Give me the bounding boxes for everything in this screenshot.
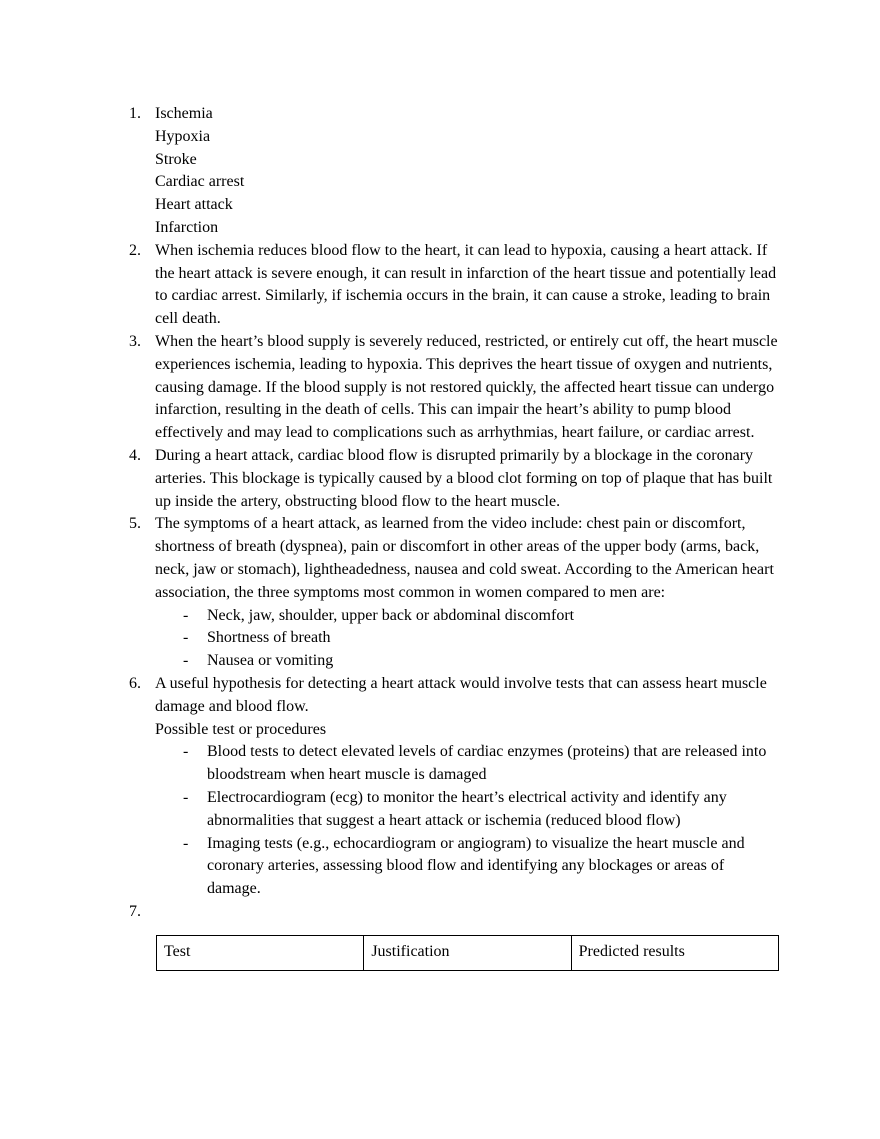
bullet-item xyxy=(155,741,779,787)
item-number: 2. xyxy=(129,241,141,259)
term: Heart attack xyxy=(155,196,233,214)
bullet-item xyxy=(155,833,779,901)
test-table xyxy=(156,935,779,971)
list-item-3 xyxy=(129,331,779,445)
bullet-text: Nausea or vomiting xyxy=(207,652,334,670)
list-item-1 xyxy=(129,103,779,240)
dash-marker: - xyxy=(183,652,189,670)
paragraph: During a heart attack, cardiac blood flow is disrupted primarily by a blockage in the coronary arteries. This blockage is typically caused by a blood clot forming on top of plaque that has built up inside the artery, obstructing blood flow to the heart muscle. xyxy=(155,446,773,510)
list-item-7 xyxy=(129,901,779,924)
bullet-item xyxy=(155,627,779,650)
document-body xyxy=(129,103,779,971)
paragraph: A useful hypothesis for detecting a heart attack would involve tests that can assess heart muscle damage and blood flow. xyxy=(155,674,767,715)
bullet-item xyxy=(155,605,779,628)
item-number: 7. xyxy=(129,902,141,920)
term: Stroke xyxy=(155,150,197,168)
bullet-text: Electrocardiogram (ecg) to monitor the heart’s electrical activity and identify any abnormalities that suggest a heart attack or ischemia (reduced blood flow) xyxy=(207,788,727,829)
dash-marker: - xyxy=(183,629,189,647)
list-item-5 xyxy=(129,513,779,673)
item-number: 4. xyxy=(129,446,141,464)
list-item-2 xyxy=(129,240,779,331)
bullet-item xyxy=(155,787,779,833)
dash-marker: - xyxy=(183,606,189,624)
dash-marker: - xyxy=(183,743,189,761)
bullet-text: Imaging tests (e.g., echocardiogram or angiogram) to visualize the heart muscle and coronary arteries, assessing blood flow and identifying any blockages or areas of damage. xyxy=(207,834,745,898)
term: Cardiac arrest xyxy=(155,173,245,191)
header-test: Test xyxy=(157,935,364,970)
paragraph: The symptoms of a heart attack, as learned from the video include: chest pain or discomfort, shortness of breath (dyspnea), pain or discomfort in other areas of the upper body (arms, back, neck, jaw or stomach), lightheadedness, nausea and cold sweat. According to the American heart association, the three symptoms most common in women compared to men are: xyxy=(155,515,774,601)
dash-marker: - xyxy=(183,834,189,852)
bullet-text: Blood tests to detect elevated levels of cardiac enzymes (proteins) that are released into bloodstream when heart muscle is damaged xyxy=(207,743,767,784)
table-header-row xyxy=(157,935,779,970)
dash-marker: - xyxy=(183,788,189,806)
symptom-list xyxy=(155,605,779,673)
item-number: 1. xyxy=(129,105,141,122)
bullet-text: Shortness of breath xyxy=(207,629,331,647)
term: Infarction xyxy=(155,218,219,236)
term: Hypoxia xyxy=(155,127,211,145)
header-justification: Justification xyxy=(364,935,571,970)
paragraph: When the heart’s blood supply is severely reduced, restricted, or entirely cut off, the heart muscle experiences ischemia, leading to hypoxia. This deprives the heart tissue of oxygen and nutrients, causing damage. If the blood supply is not restored quickly, the affected heart tissue can undergo infarction, resulting in the death of cells. This can impair the heart’s ability to pump blood effectively and may lead to complications such as arrhythmias, heart failure, or cardiac arrest. xyxy=(155,332,778,442)
list-item-4 xyxy=(129,445,779,513)
bullet-text: Neck, jaw, shoulder, upper back or abdominal discomfort xyxy=(207,606,575,624)
paragraph: When ischemia reduces blood flow to the heart, it can lead to hypoxia, causing a heart attack. If the heart attack is severe enough, it can result in infarction of the heart tissue and potentially lead to cardiac arrest. Similarly, if ischemia occurs in the brain, it can cause a stroke, leading to brain cell death. xyxy=(155,241,777,328)
subheading: Possible test or procedures xyxy=(155,720,327,738)
procedure-list xyxy=(155,741,779,901)
bullet-item xyxy=(155,650,779,673)
header-predicted-results: Predicted results xyxy=(571,935,778,970)
item-number: 6. xyxy=(129,674,141,692)
term: Ischemia xyxy=(155,105,213,122)
list-item-6 xyxy=(129,673,779,901)
item-number: 3. xyxy=(129,332,141,350)
item-number: 5. xyxy=(129,515,141,533)
